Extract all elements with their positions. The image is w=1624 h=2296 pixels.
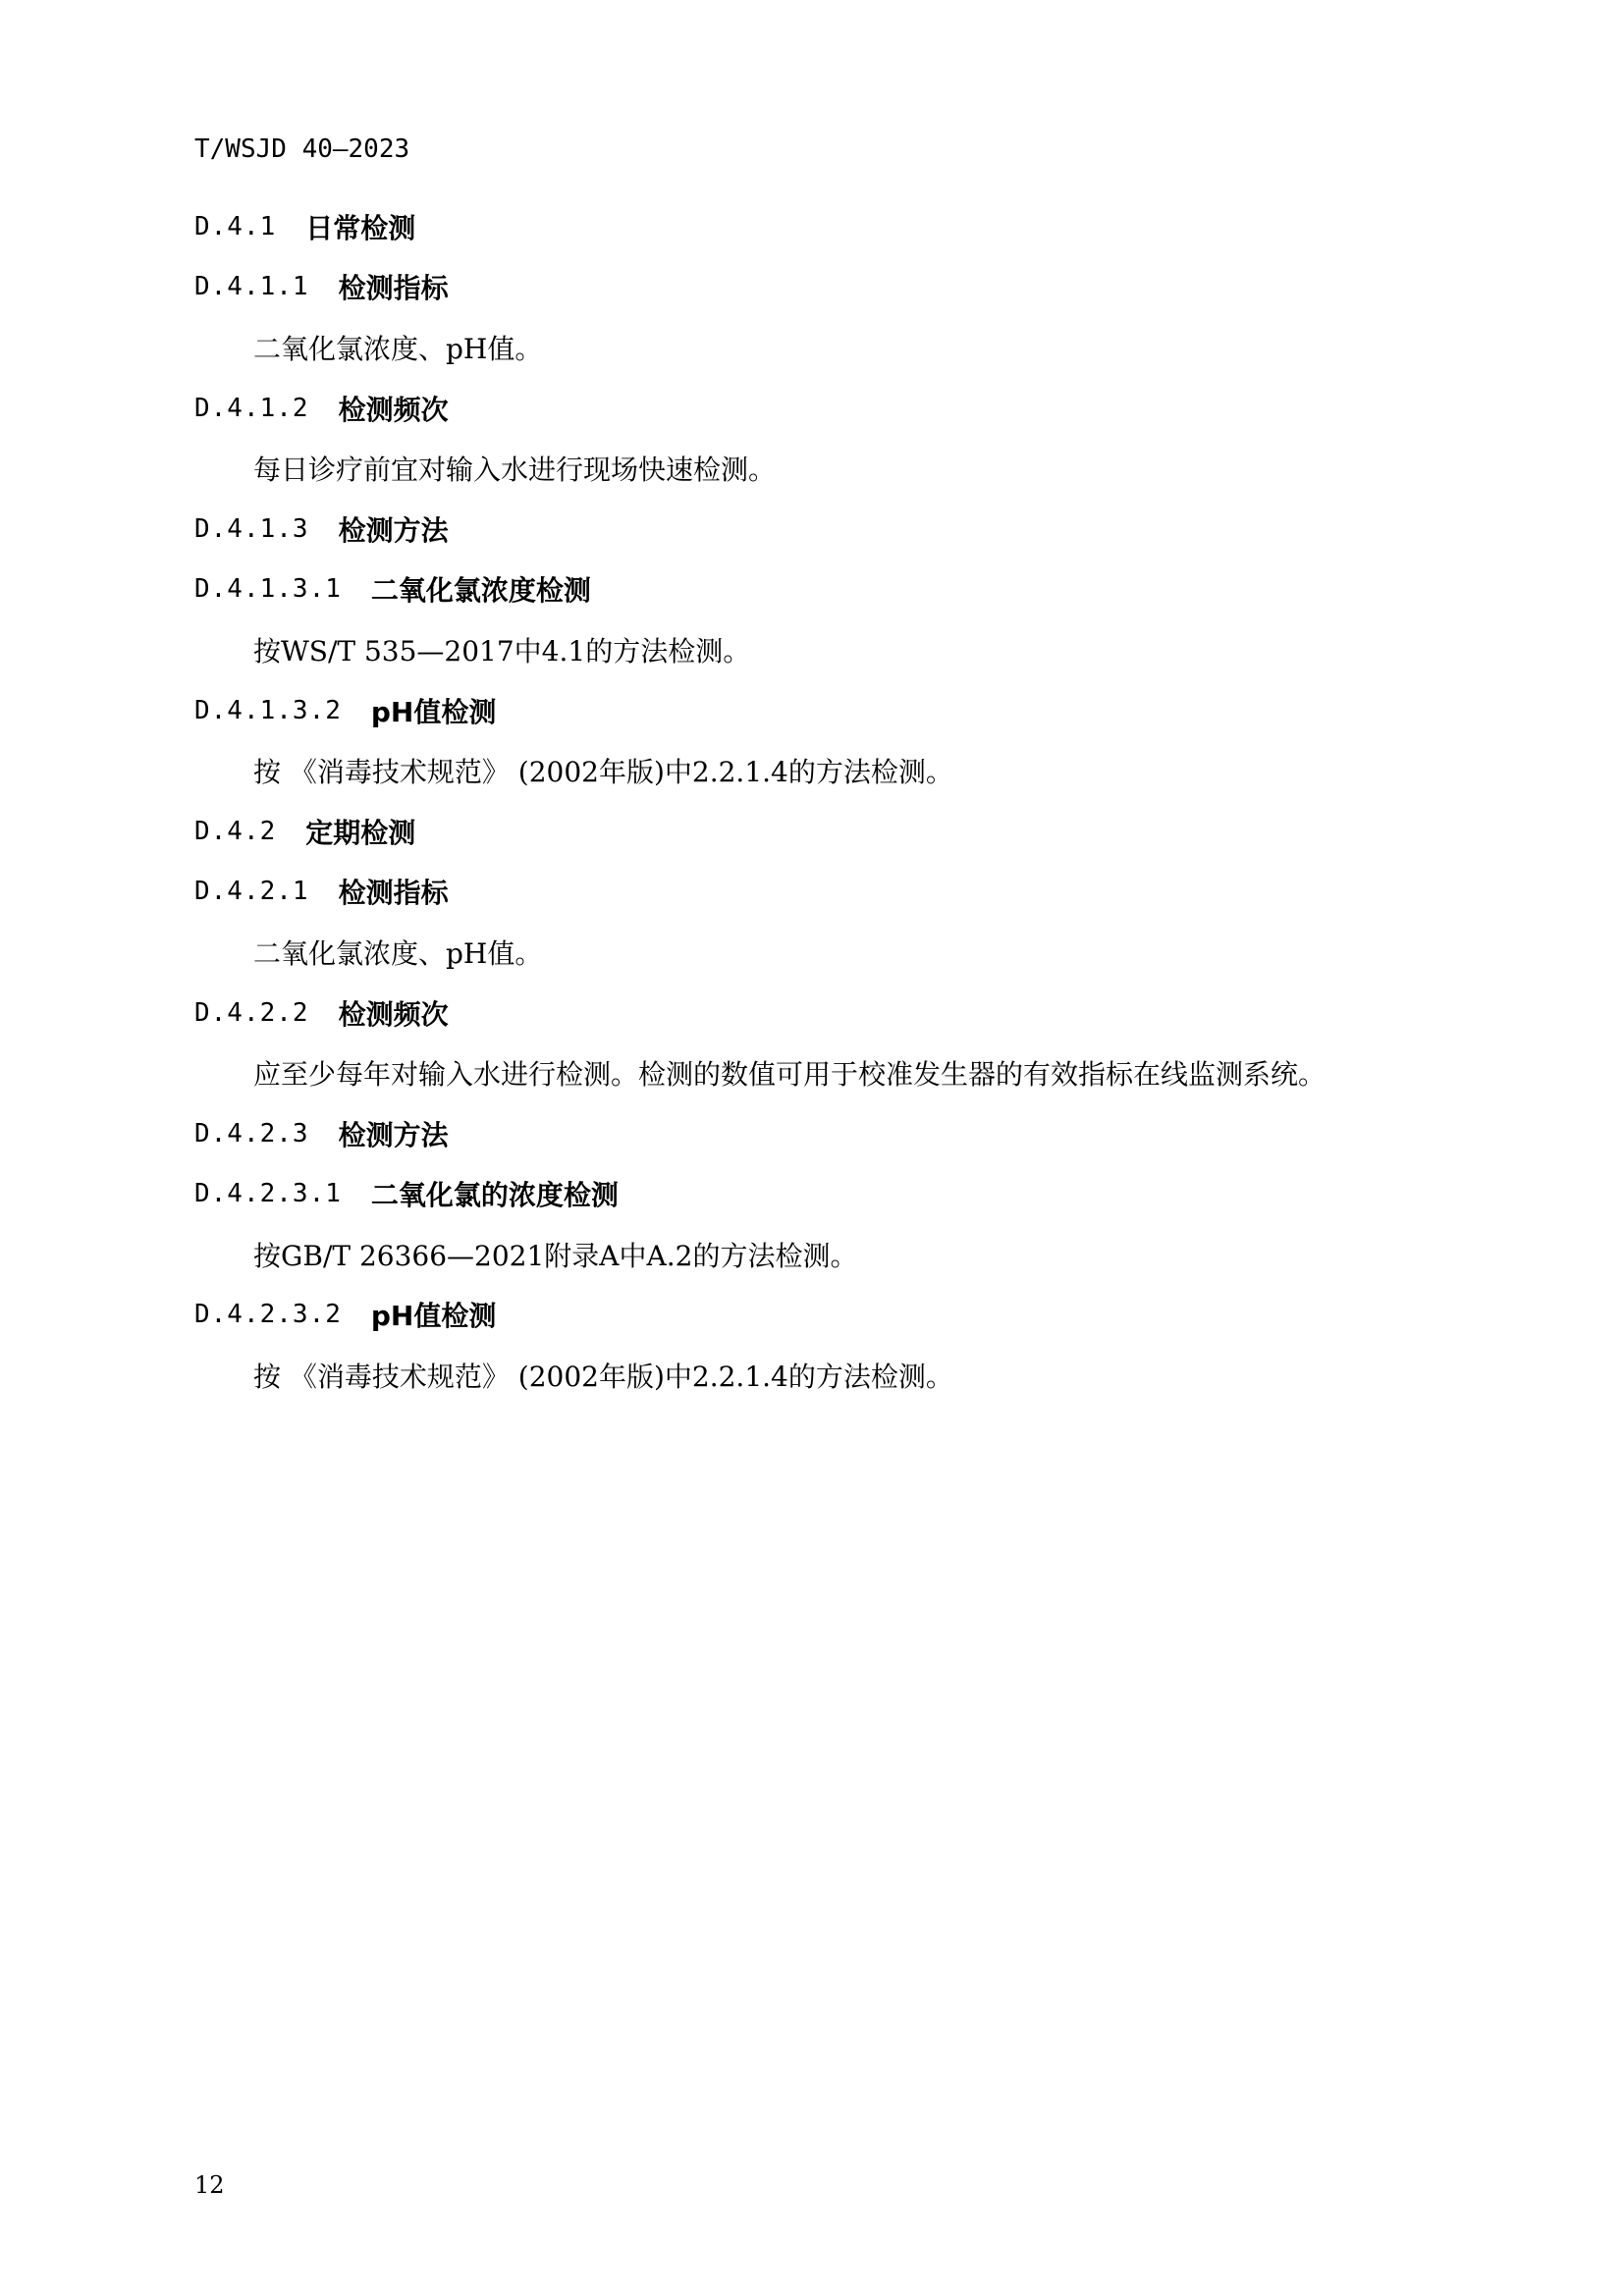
section-title: 定期检测 bbox=[305, 816, 416, 849]
section-title: 二氧化氯浓度检测 bbox=[370, 574, 591, 608]
body-paragraph bbox=[194, 740, 1471, 801]
body-paragraph bbox=[194, 1042, 1471, 1103]
section-heading bbox=[194, 257, 1471, 318]
paragraph-text: 按WS/T 535—2017中4.1的方法检测。 bbox=[253, 634, 751, 667]
section-number: D.4.2.1 bbox=[194, 877, 309, 907]
section-title: 检测指标 bbox=[338, 272, 449, 305]
page-number: 12 bbox=[194, 2171, 225, 2199]
document-body bbox=[194, 196, 1471, 1406]
section-title: 检测方法 bbox=[338, 513, 449, 547]
section-title: 检测频次 bbox=[338, 393, 449, 426]
paragraph-text: 应至少每年对输入水进行检测。检测的数值可用于校准发生器的有效指标在线监测系统。 bbox=[253, 1058, 1326, 1092]
section-heading bbox=[194, 378, 1471, 439]
paragraph-text: 按 《消毒技术规范》 (2002年版)中2.2.1.4的方法检测。 bbox=[253, 1361, 953, 1394]
section-number: D.4.2 bbox=[194, 816, 277, 846]
section-heading bbox=[194, 801, 1471, 862]
paragraph-text: 二氧化氯浓度、pH值。 bbox=[253, 936, 543, 970]
paragraph-text: 二氧化氯浓度、pH值。 bbox=[253, 332, 543, 365]
section-number: D.4.1.3 bbox=[194, 513, 309, 544]
paragraph-text: 每日诊疗前宜对输入水进行现场快速检测。 bbox=[253, 454, 777, 487]
section-title: pH值检测 bbox=[370, 1300, 497, 1333]
section-heading bbox=[194, 983, 1471, 1043]
body-paragraph bbox=[194, 619, 1471, 680]
section-title: 二氧化氯的浓度检测 bbox=[370, 1179, 619, 1212]
section-number: D.4.1.3.2 bbox=[194, 695, 342, 725]
section-heading bbox=[194, 1103, 1471, 1164]
body-paragraph bbox=[194, 922, 1471, 983]
document-code-header: T/WSJD 40—2023 bbox=[194, 134, 410, 164]
section-number: D.4.2.3.1 bbox=[194, 1179, 342, 1209]
section-heading bbox=[194, 862, 1471, 923]
section-number: D.4.2.2 bbox=[194, 997, 309, 1028]
section-number: D.4.1.1 bbox=[194, 272, 309, 302]
body-paragraph bbox=[194, 1345, 1471, 1406]
section-title: 检测频次 bbox=[338, 997, 449, 1031]
section-heading bbox=[194, 680, 1471, 741]
section-heading bbox=[194, 499, 1471, 560]
paragraph-text: 按GB/T 26366—2021附录A中A.2的方法检测。 bbox=[253, 1239, 858, 1272]
section-title: pH值检测 bbox=[370, 695, 497, 728]
body-paragraph bbox=[194, 317, 1471, 378]
section-title: 检测方法 bbox=[338, 1118, 449, 1151]
section-title: 检测指标 bbox=[338, 877, 449, 910]
section-number: D.4.2.3 bbox=[194, 1118, 309, 1148]
body-paragraph bbox=[194, 1224, 1471, 1285]
section-heading bbox=[194, 1164, 1471, 1225]
body-paragraph bbox=[194, 438, 1471, 499]
section-heading bbox=[194, 1285, 1471, 1346]
section-title: 日常检测 bbox=[305, 211, 416, 244]
section-number: D.4.1.2 bbox=[194, 393, 309, 423]
section-heading bbox=[194, 196, 1471, 257]
section-number: D.4.1 bbox=[194, 211, 277, 241]
section-heading bbox=[194, 560, 1471, 620]
section-number: D.4.2.3.2 bbox=[194, 1300, 342, 1330]
paragraph-text: 按 《消毒技术规范》 (2002年版)中2.2.1.4的方法检测。 bbox=[253, 756, 953, 789]
section-number: D.4.1.3.1 bbox=[194, 574, 342, 605]
